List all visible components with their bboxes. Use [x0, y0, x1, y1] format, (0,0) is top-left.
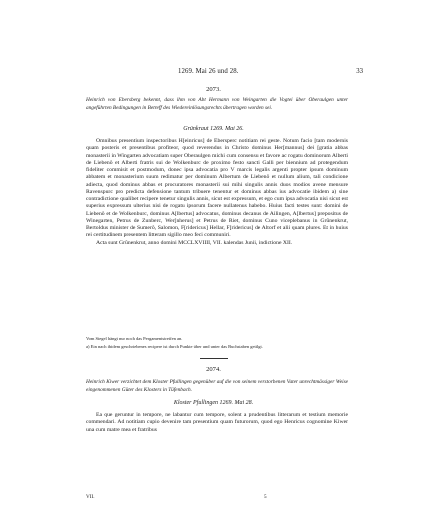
- place-date: Kloster Pfullingen 1269. Mai 28.: [173, 400, 254, 406]
- text-paragraph: Acta sunt Grûnenkrut, anno domini MCCLXVIIII, VII. kalendas Junii, indictione XII.: [96, 239, 293, 246]
- header-date-line: 1269. Mai 26 und 28.: [178, 68, 239, 75]
- document-number: 2073.: [206, 86, 221, 93]
- signature-mark: 5: [264, 494, 267, 500]
- divider-rule: [200, 358, 228, 359]
- running-header: [64, 68, 363, 78]
- volume-mark: VII.: [86, 494, 95, 500]
- page-number: 33: [356, 68, 363, 75]
- document-regest: Heinrich Kiwer verzichtet dem Kloster Pfullingen gegenüber auf die von seinem verstorbenen Vater unrechtmässiger Weise eingenommenen Güter des Klosters in Tüfenbach.: [86, 379, 348, 393]
- place-date: Grünkraut 1269. Mai 26.: [183, 126, 244, 132]
- text-paragraph: Omnibus presentium inspectoribus H[einricus] de Ebersperc notitiam rei geste. Notum facio [tam modernis quam posteris et presentibus profiteor, quod reverendus in Christo dominus Her[mannus] dei [gratia abbas monasterii in Wingarten advocatiam super Oberaulgen michi cum consensu et favore ac rogatu dominorum Alberti de Liebenô et Alberti fratris sui de Wolkenburc de proximo festo sancti Galli per biennium ad protegendum fideliter commisit et postmodum, donec ipsa advocatia pro V marcis legalis argenti propter ipsum dominum abbatem et monasterium suum redimatur per dominum Albertum de Liebenô et nullum alium, tali condicione adiecta, quod dominus abbas et procuratores monasterii sui mihi singulis annis duos modios avene mensure Ravenspurc pro predicta defensione tantum tribuere tenentur et dominus abbas ius advocatie ibidem a) sine contradictione qualibet recipere tenetur singulis annis, sicut est expressum, et ego cum ipsa advocatia nisi sicut est superius expressum ulterius nisi de rogatu ipsorum facere nullatenus habebo. Huius facti testes sunt: domini de Liebenô et de Wolkenburc, dominus A[lbertus] advocatus, dominus decanus de Ailingen, A[lbertus] prepositus de Winegarten, Petrus de Zunberc, Wer[nherus] et Petrus de Riet, dominus Cuno viceplebanus in Grûnenkrut, Bertoldus minister de Sumerô, Salomon, F[ridericus] Hellar, F[ridericus] de Altorf et alii quam plures. Et in huius rei certitudinem presentem litteram sigillo meo feci communiri.: [86, 138, 348, 239]
- footnote: a) Ein nach ibidem geschriebenes recipere ist durch Punkte über und unter das Buchstaben getilgt.: [86, 344, 263, 349]
- document-regest: Heinrich von Ebersberg bekennt, dass ihm von Abt Hermann von Weingarten die Vogtei über Oberaulgen unter angeführten Bedingungen in Betreff des Wiedereinlösungsrechts übertragen worden sei.: [86, 97, 348, 111]
- text-paragraph: Ea que geruntur in tempore, ne labantur cum tempore, solent a prudentibus litterarum et testium memorie commendari. Ad notitiam cupio devenire tam presentium quam futurorum, quod ego Henricus cognomine Kiwer una cum matre mea et fratribus: [86, 412, 348, 433]
- seal-note: Vom Siegel hängt nur noch das Pergamentstreifen an.: [86, 336, 183, 341]
- document-text: [86, 412, 348, 434]
- document-text: [86, 138, 348, 247]
- document-number: 2074.: [206, 366, 221, 373]
